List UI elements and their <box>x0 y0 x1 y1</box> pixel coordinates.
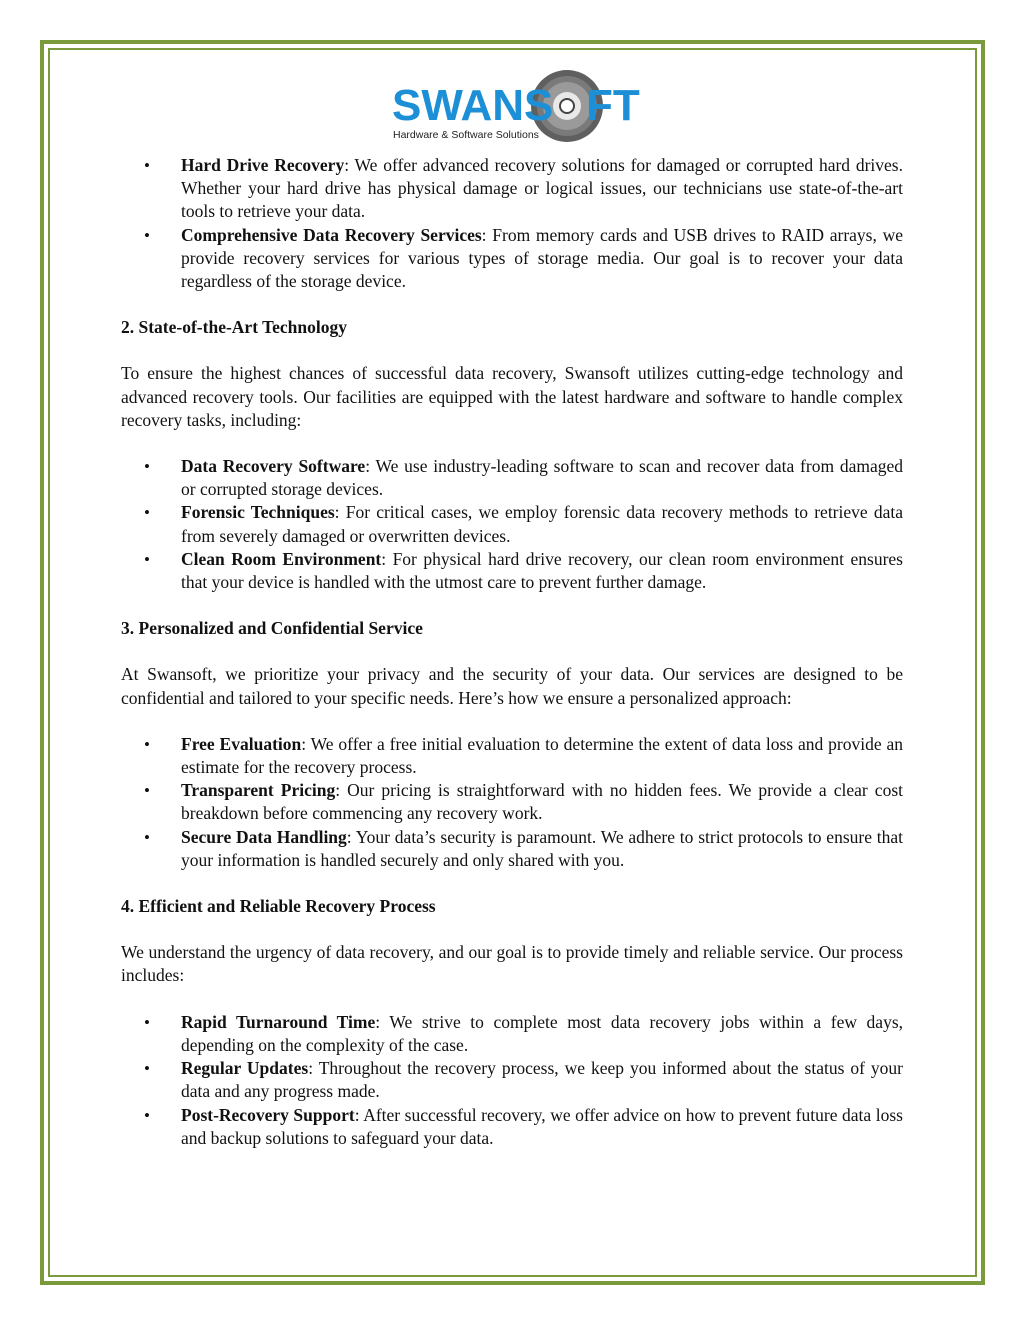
item-desc: : After successful recovery, we offer advice on how to prevent future data loss and backup solutions to safeguard your data. <box>181 1104 903 1148</box>
section-heading: 3. Personalized and Confidential Service <box>121 618 423 639</box>
section-intro: At Swansoft, we prioritize your privacy and the security of your data. Our services are designed to be confidential and tailored to your specific needs. Here’s how we ensure a personalized approach: <box>121 664 903 708</box>
item-term: Forensic Techniques <box>181 502 335 523</box>
document-body <box>121 154 903 1150</box>
item-term: Free Evaluation <box>181 733 302 754</box>
swansoft-logo <box>390 68 640 148</box>
item-term: Rapid Turnaround Time <box>181 1011 376 1032</box>
technology-list <box>121 455 903 594</box>
logo-brand-right: FT <box>586 81 640 130</box>
logo-tagline: Hardware & Software Solutions <box>393 129 539 141</box>
item-desc: : For physical hard drive recovery, our clean room environment ensures that your device is handled with the utmost care to prevent further damage. <box>181 548 903 593</box>
list-item <box>121 733 903 779</box>
list-item <box>121 501 903 547</box>
item-term: Secure Data Handling <box>181 826 347 847</box>
recovery-services-list <box>121 154 903 293</box>
list-item <box>121 1011 903 1057</box>
logo-brand-left: SWANS <box>392 81 554 130</box>
list-item <box>121 826 903 872</box>
item-term: Data Recovery Software <box>181 456 366 477</box>
item-desc: : For critical cases, we employ forensic data recovery methods to retrieve data from severely damaged or overwritten devices. <box>181 502 903 546</box>
item-term: Post-Recovery Support <box>181 1104 355 1125</box>
list-item <box>121 779 903 825</box>
item-desc: : Throughout the recovery process, we keep you informed about the status of your data and any progress made. <box>181 1058 903 1102</box>
list-item <box>121 1104 903 1150</box>
item-desc: : We offer advanced recovery solutions for damaged or corrupted hard drives. Whether your hard drive has physical damage or logical issues, our technicians use state-of-the-art tools to retrieve your data. <box>181 155 903 222</box>
section-intro: We understand the urgency of data recovery, and our goal is to provide timely and reliable service. Our process includes: <box>121 942 903 986</box>
item-desc: : From memory cards and USB drives to RAID arrays, we provide recovery services for various types of storage media. Our goal is to recover your data regardless of the storage device. <box>181 224 903 292</box>
section-heading: 4. Efficient and Reliable Recovery Process <box>121 896 436 917</box>
item-term: Clean Room Environment <box>181 548 382 569</box>
item-desc: : We strive to complete most data recovery jobs within a few days, depending on the complexity of the case. <box>181 1011 903 1055</box>
list-item <box>121 455 903 501</box>
item-desc: : We offer a free initial evaluation to determine the extent of data loss and provide an estimate for the recovery process. <box>181 733 903 778</box>
item-term: Hard Drive Recovery <box>181 155 345 175</box>
item-term: Transparent Pricing <box>181 780 336 801</box>
item-desc: : Your data’s security is paramount. We adhere to strict protocols to ensure that your information is handled securely and only shared with you. <box>181 826 904 870</box>
item-term: Comprehensive Data Recovery Services <box>181 224 482 245</box>
list-item <box>121 548 903 594</box>
item-desc: : Our pricing is straightforward with no hidden fees. We provide a clear cost breakdown before commencing any recovery work. <box>181 780 903 824</box>
confidential-service-list <box>121 733 903 872</box>
list-item <box>121 224 903 294</box>
process-list <box>121 1011 903 1150</box>
list-item <box>121 154 903 224</box>
item-term: Regular Updates <box>181 1058 309 1079</box>
item-desc: : We use industry-leading software to scan and recover data from damaged or corrupted storage devices. <box>181 456 903 500</box>
list-item <box>121 1057 903 1103</box>
section-heading: 2. State-of-the-Art Technology <box>121 317 348 338</box>
section-intro: To ensure the highest chances of successful data recovery, Swansoft utilizes cutting-edge technology and advanced recovery tools. Our facilities are equipped with the latest hardware and software to handle complex recovery tasks, including: <box>121 363 903 430</box>
